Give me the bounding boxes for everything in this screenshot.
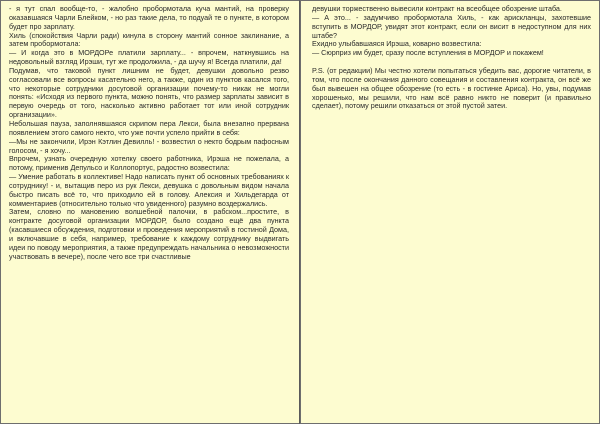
left-paragraph-6: —Мы не закончили, Ирэн Кэтлин Девилль! - возвестил о некто бодрым пафосным голосом, - я хочу...: [9, 136, 289, 155]
left-paragraph-8: — Умение работать в коллективе! Надо написать пункт об основных требованиях к сотруднику! - и, вытащив перо из рук Лекси, девушка с довольным видом начала быстро писать всё то, что приходило ей в голову. Алексия и Хильдегарда от комментариев (относительно только что увиденного) разумно воздержались.: [9, 172, 289, 208]
right-paragraph-1: девушки торжественно вывесили контракт на всеобщее обозрение штаба.: [312, 4, 562, 13]
left-paragraph-5: Небольшая пауза, заполнявшаяся скрипом пера Лекси, была внезапно прервана появлением этого самого некто, что уже почти успело прийти в себя:: [9, 118, 289, 137]
left-paragraph-7: Впрочем, узнать очередную хотелку своего работника, Ирэша не пожелала, а потому, применив Депульсо и Коллопортус, радостно возвестила:: [9, 154, 289, 173]
left-paragraph-3: — И когда это в МОРДОРе платили зарплату... - впрочем, наткнувшись на недовольный взгляд Ирэши, тут же продолжила, - да шучу я! Всегда платили, да!: [9, 48, 289, 67]
left-paragraph-9: Затем, словно по мановению волшебной палочки, в рабском...простите, в контракте досуговой организации МОРДОР, было создано ещё два пункта (касавшиеся обсуждения, подготовки и проведения мероприятий в гостиной Дома, и включавшие в себя, например, требование к каждому сотруднику выдвигать идеи по поводу мероприятия, а также предупреждать начальника о невозможности участвовать в вечере), после чего все три счастливые: [9, 207, 289, 261]
right-paragraph-4: — Сюрприз им будет, сразу после вступления в МОРДОР и покажем!: [312, 48, 544, 58]
right-paragraph-3: Ехидно улыбавшаяся Ирэша, коварно возвестила:: [312, 39, 482, 49]
left-paragraph-2: Хиль (спокойствия Чарли ради) кинула в сторону мантий сонное заклинание, а затем пробормотала:: [9, 30, 289, 49]
left-paragraph-4: Подумав, что таковой пункт лишним не будет, девушки довольно резво согласовали все вопросы касательно него, а также, один из пунктов касался того, что некоторые сотрудники досуговой организации почему-то никак не могли понять: «Исходя из первого пункта, можно понять, что размер зарплаты зависит в первую очередь от того, насколько активно работает тот или иной сотрудник организации».: [9, 65, 289, 120]
left-paragraph-1: - я тут спал вообще-то, - жалобно пробормотала куча мантий, на проверку оказавшаяся Чарли Блейком, - но раз такие дела, то подуай те о пункте, в котором будет про зарплату.: [9, 4, 289, 31]
right-page: [300, 0, 600, 424]
right-paragraph-2: — А это... - задумчиво пробормотала Хиль, - как арискланцы, захотевшие вступить в МОРДОР, увидят этот контракт, если он висит в недоступном для них штабе?: [312, 12, 591, 40]
editorial-note: P.S. (от редакции) Мы честно хотели попытаться убедить вас, дорогие читатели, в том, что после окончания данного совещания и составления контракта, он всё же был вывешен на общее обозрение (то есть - в гостинке Ариса). Но, увы, подумав хорошенько, мы решили, что нам всё равно никто не поверит (и правильно сделает), потому решили отказаться от этой пустой затеи.: [312, 66, 591, 111]
